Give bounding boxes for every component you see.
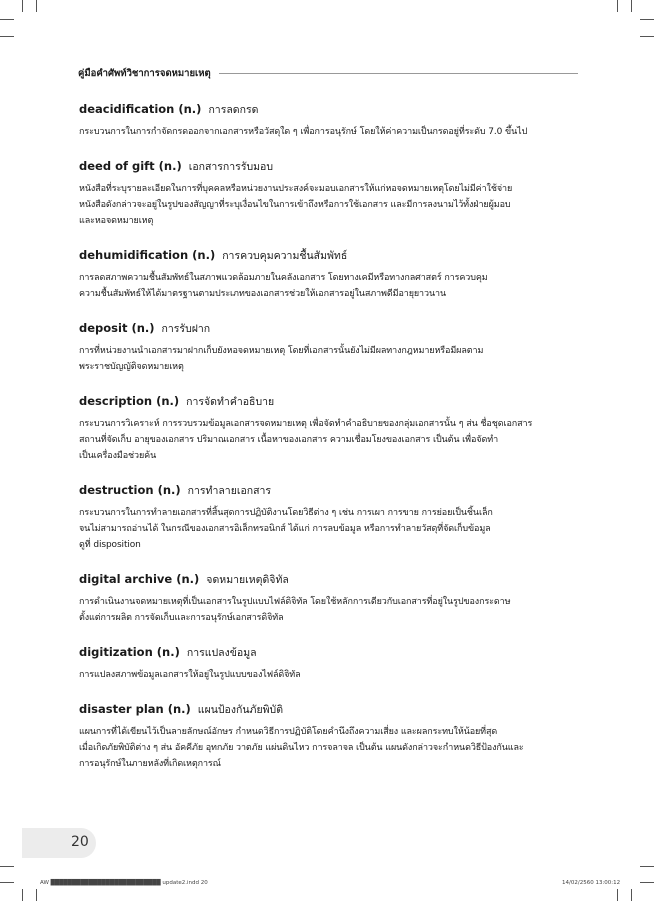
entry-definition xyxy=(79,181,577,229)
entry-definition xyxy=(79,667,577,683)
glossary-entry xyxy=(79,248,577,302)
entry-definition xyxy=(79,724,577,772)
entry-definition xyxy=(79,270,577,302)
crop-mark xyxy=(0,36,14,37)
glossary-entry xyxy=(79,702,577,772)
entry-thai-term: การแปลงข้อมูล xyxy=(186,647,257,659)
entry-definition xyxy=(79,505,577,553)
print-slug-file: AW ██████████████████████████ update2.indd 20 xyxy=(40,880,208,886)
glossary-entries xyxy=(79,102,577,791)
glossary-entry xyxy=(79,645,577,683)
entry-term: deed of gift (n.) xyxy=(79,159,182,173)
definition-line: จนไม่สามารถอ่านได้ ในกรณีของเอกสารอิเล็กทรอนิกส์ ได้แก่ การลบข้อมูล หรือการทำลายวัสดุที่จัดเก็บข้อมูล xyxy=(79,524,491,534)
entry-definition xyxy=(79,594,577,626)
glossary-entry xyxy=(79,483,577,553)
entry-term: deacidification (n.) xyxy=(79,102,202,116)
crop-mark xyxy=(36,0,37,12)
crop-mark xyxy=(631,889,632,901)
entry-thai-term: การรับฝาก xyxy=(161,323,211,335)
entry-thai-term: การทำลายเอกสาร xyxy=(187,485,272,497)
glossary-entry xyxy=(79,321,577,375)
definition-line: การอนุรักษ์ในภายหลังที่เกิดเหตุการณ์ xyxy=(79,759,221,769)
definition-line: การแปลงสภาพข้อมูลเอกสารให้อยู่ในรูปแบบของไฟล์ดิจิทัล xyxy=(79,670,301,680)
entry-term: digitization (n.) xyxy=(79,645,180,659)
definition-line: หนังสือที่ระบุรายละเอียดในการที่บุคคลหรือหน่วยงานประสงค์จะมอบเอกสารให้แก่หอจดหมายเหตุโดยไม่มีค่าใช้จ่าย xyxy=(79,184,513,194)
definition-line: แผนการที่ได้เขียนไว้เป็นลายลักษณ์อักษร กำหนดวิธีการปฏิบัติโดยคำนึงถึงความเสี่ยง และผลกระทบให้น้อยที่สุด xyxy=(79,727,498,737)
glossary-entry xyxy=(79,102,577,140)
entry-definition xyxy=(79,416,577,464)
running-header xyxy=(78,66,578,80)
entry-heading xyxy=(79,102,577,118)
entry-thai-term: การควบคุมความชื้นสัมพัทธ์ xyxy=(222,250,348,262)
header-rule xyxy=(219,73,578,74)
definition-line: ความชื้นสัมพัทธ์ให้ได้มาตรฐานตามประเภทของเอกสารช่วยให้เอกสารอยู่ในสภาพดีมีอายุยาวนาน xyxy=(79,289,447,299)
entry-heading xyxy=(79,159,577,175)
crop-mark xyxy=(640,19,654,20)
entry-heading xyxy=(79,572,577,588)
entry-heading xyxy=(79,702,577,718)
definition-line: ดูที่ disposition xyxy=(79,540,141,550)
entry-heading xyxy=(79,394,577,410)
definition-line: และหอจดหมายเหตุ xyxy=(79,216,154,226)
entry-thai-term: การลดกรด xyxy=(208,104,259,116)
running-header-title: คู่มือคำศัพท์วิชาการจดหมายเหตุ xyxy=(78,67,211,79)
entry-thai-term: เอกสารการรับมอบ xyxy=(188,161,274,173)
crop-mark xyxy=(0,882,14,883)
crop-mark xyxy=(0,866,14,867)
entry-term: dehumidification (n.) xyxy=(79,248,216,262)
definition-line: ตั้งแต่การผลิต การจัดเก็บและการอนุรักษ์เอกสารดิจิทัล xyxy=(79,613,284,623)
crop-mark xyxy=(617,0,618,12)
page-number: 20 xyxy=(71,834,89,850)
crop-mark xyxy=(640,866,654,867)
crop-mark xyxy=(22,889,23,901)
definition-line: กระบวนการในการทำลายเอกสารที่สิ้นสุดการปฏิบัติงานโดยวิธีต่าง ๆ เช่น การเผา การขาย การย่อยเป็นชิ้นเล็ก xyxy=(79,508,493,518)
definition-line: กระบวนการวิเคราะห์ การรวบรวมข้อมูลเอกสารจดหมายเหตุ เพื่อจัดทำคำอธิบายของกลุ่มเอกสารนั้น ๆ ส่น ชื่อชุดเอกสาร xyxy=(79,419,533,429)
crop-mark xyxy=(640,36,654,37)
crop-mark xyxy=(617,889,618,901)
entry-term: digital archive (n.) xyxy=(79,572,200,586)
definition-line: การดำเนินงานจดหมายเหตุที่เป็นเอกสารในรูปแบบไฟล์ดิจิทัล โดยใช้หลักการเดียวกับเอกสารที่อยู่ในรูปของกระดาษ xyxy=(79,597,511,607)
crop-mark xyxy=(0,19,14,20)
print-slug-timestamp: 14/02/2560 13:00:12 xyxy=(562,880,621,886)
crop-mark xyxy=(36,889,37,901)
crop-mark xyxy=(631,0,632,12)
glossary-entry xyxy=(79,159,577,229)
definition-line: การที่หน่วยงานนำเอกสารมาฝากเก็บยังหอจดหมายเหตุ โดยที่เอกสารนั้นยังไม่มีผลทางกฎหมายหรือมีผลตาม xyxy=(79,346,484,356)
entry-term: description (n.) xyxy=(79,394,180,408)
entry-heading xyxy=(79,483,577,499)
definition-line: การลดสภาพความชื้นสัมพัทธ์ในสภาพแวดล้อมภายในคลังเอกสาร โดยทางเคมีหรือทางกลศาสตร์ การควบคุม xyxy=(79,273,488,283)
entry-heading xyxy=(79,248,577,264)
crop-mark xyxy=(22,0,23,12)
definition-line: สถานที่จัดเก็บ อายุของเอกสาร ปริมาณเอกสาร เนื้อหาของเอกสาร ความเชื่อมโยงของเอกสาร เป็นต้น เพื่อจัดทำ xyxy=(79,435,499,445)
definition-line: พระราชบัญญัติจดหมายเหตุ xyxy=(79,362,184,372)
glossary-entry xyxy=(79,394,577,464)
entry-definition xyxy=(79,124,577,140)
entry-thai-term: แผนป้องกันภัยพิบัติ xyxy=(197,704,284,716)
entry-term: disaster plan (n.) xyxy=(79,702,191,716)
crop-mark xyxy=(640,882,654,883)
entry-term: destruction (n.) xyxy=(79,483,181,497)
entry-term: deposit (n.) xyxy=(79,321,155,335)
definition-line: เป็นเครื่องมือช่วยค้น xyxy=(79,451,157,461)
definition-line: กระบวนการในการกำจัดกรดออกจากเอกสารหรือวัสดุใด ๆ เพื่อการอนุรักษ์ โดยให้ค่าความเป็นกรดอยู่ที่ระดับ 7.0 ขึ้นไป xyxy=(79,127,528,137)
glossary-entry xyxy=(79,572,577,626)
definition-line: หนังสือดังกล่าวจะอยู่ในรูปของสัญญาที่ระบุเงื่อนไขในการเข้าถึงหรือการใช้เอกสาร และมีการลงนามไว้ทั้งฝ่ายผู้มอบ xyxy=(79,200,511,210)
definition-line: เมื่อเกิดภัยพิบัติต่าง ๆ ส่น อัคคีภัย อุทกภัย วาตภัย แผ่นดินไหว การจลาจล เป็นต้น แผนดังกล่าวจะกำหนดวิธีป้องกันและ xyxy=(79,743,524,753)
entry-definition xyxy=(79,343,577,375)
entry-thai-term: จดหมายเหตุดิจิทัล xyxy=(206,574,289,586)
entry-heading xyxy=(79,321,577,337)
entry-thai-term: การจัดทำคำอธิบาย xyxy=(186,396,275,408)
entry-heading xyxy=(79,645,577,661)
